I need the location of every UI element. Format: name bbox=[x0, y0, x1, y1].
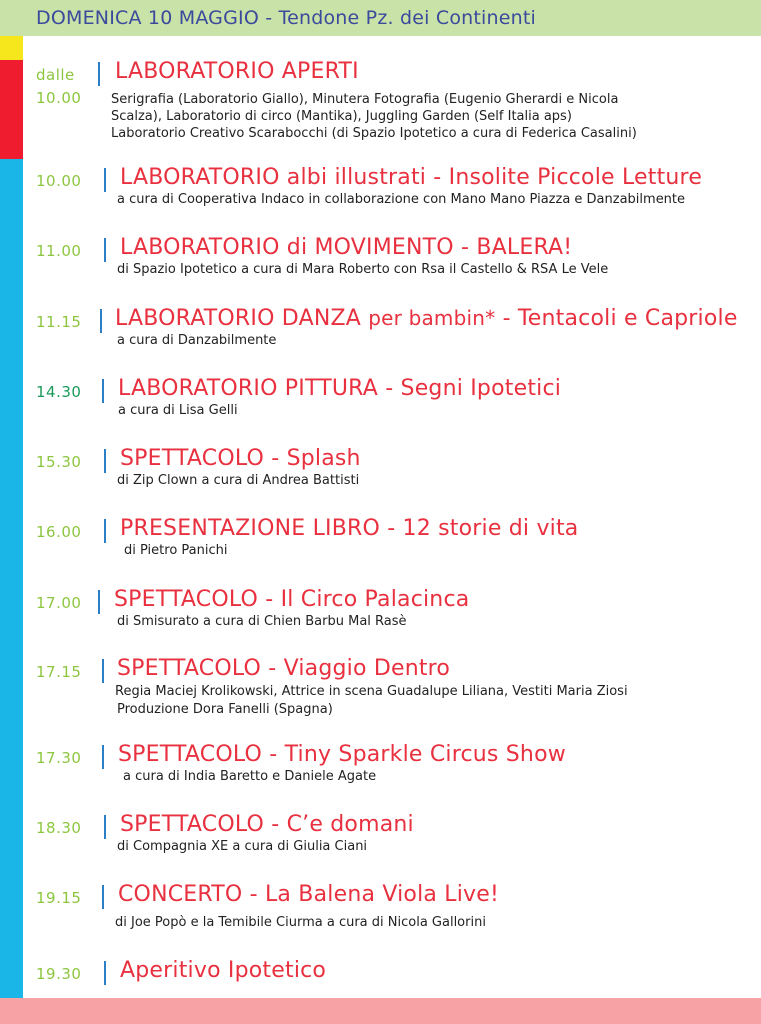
header-bar bbox=[0, 0, 761, 36]
event-time-prefix: dalle bbox=[36, 66, 75, 84]
event-time: 17.15 bbox=[36, 663, 82, 681]
event-description-line: Serigrafia (Laboratorio Giallo), Minutera Fotografia (Eugenio Gherardi e Nicola bbox=[111, 92, 619, 107]
event-description-line: Scalza), Laboratorio di circo (Mantika), Juggling Garden (Self Italia aps) bbox=[111, 109, 572, 124]
event-title: LABORATORIO APERTI bbox=[115, 59, 359, 84]
separator-bar bbox=[100, 309, 102, 333]
event-time: 14.30 bbox=[36, 383, 82, 401]
event-title: SPETTACOLO - Tiny Sparkle Circus Show bbox=[118, 742, 566, 767]
event-title: SPETTACOLO - Splash bbox=[120, 446, 361, 471]
event-title: LABORATORIO di MOVIMENTO - BALERA! bbox=[120, 235, 573, 260]
separator-bar bbox=[104, 961, 106, 985]
event-title: LABORATORIO DANZA per bambin* - Tentacoli e Capriole bbox=[115, 306, 738, 331]
event-description-line: di Compagnia XE a cura di Giulia Ciani bbox=[117, 839, 368, 854]
event-time: 10.00 bbox=[36, 89, 82, 107]
event-title: SPETTACOLO - Viaggio Dentro bbox=[117, 656, 451, 681]
event-title: SPETTACOLO - C’e domani bbox=[120, 812, 414, 837]
event-time: 17.00 bbox=[36, 594, 82, 612]
separator-bar bbox=[102, 885, 104, 909]
separator-bar bbox=[102, 659, 104, 683]
separator-bar bbox=[104, 815, 106, 839]
event-time: 11.00 bbox=[36, 242, 82, 260]
separator-bar bbox=[104, 449, 106, 473]
separator-bar bbox=[102, 745, 104, 769]
event-title: Aperitivo Ipotetico bbox=[120, 958, 327, 983]
event-description-line: a cura di Danzabilmente bbox=[117, 333, 277, 348]
color-stripe-red bbox=[0, 60, 23, 159]
separator-bar bbox=[104, 238, 106, 262]
event-description-line: di Joe Popò e la Temibile Ciurma a cura di Nicola Gallorini bbox=[115, 915, 486, 930]
event-time: 11.15 bbox=[36, 313, 82, 331]
page-title: DOMENICA 10 MAGGIO - Tendone Pz. dei Continenti bbox=[36, 7, 537, 29]
event-description-line: di Smisurato a cura di Chien Barbu Mal Rasè bbox=[117, 614, 407, 629]
event-title: LABORATORIO PITTURA - Segni Ipotetici bbox=[118, 376, 562, 401]
event-description-line: a cura di Cooperativa Indaco in collaborazione con Mano Mano Piazza e Danzabilmente bbox=[117, 192, 686, 207]
separator-bar bbox=[98, 62, 100, 86]
event-time: 19.30 bbox=[36, 965, 82, 983]
event-title: LABORATORIO albi illustrati - Insolite Piccole Letture bbox=[120, 165, 703, 190]
event-time: 18.30 bbox=[36, 819, 82, 837]
event-description-line: a cura di Lisa Gelli bbox=[118, 403, 238, 418]
event-description-line: Laboratorio Creativo Scarabocchi (di Spazio Ipotetico a cura di Federica Casalini) bbox=[111, 126, 637, 141]
separator-bar bbox=[104, 519, 106, 543]
footer-bar bbox=[0, 998, 761, 1024]
event-time: 10.00 bbox=[36, 172, 82, 190]
event-description-line: a cura di India Baretto e Daniele Agate bbox=[123, 769, 377, 784]
event-description-line: di Zip Clown a cura di Andrea Battisti bbox=[117, 473, 360, 488]
separator-bar bbox=[98, 590, 100, 614]
event-title: PRESENTAZIONE LIBRO - 12 storie di vita bbox=[120, 516, 579, 541]
event-time: 19.15 bbox=[36, 889, 82, 907]
event-time: 17.30 bbox=[36, 749, 82, 767]
event-description-line: Produzione Dora Fanelli (Spagna) bbox=[117, 702, 333, 717]
event-description-line: Regia Maciej Krolikowski, Attrice in scena Guadalupe Liliana, Vestiti Maria Ziosi bbox=[115, 684, 628, 699]
color-stripe-yellow bbox=[0, 36, 23, 60]
separator-bar bbox=[102, 379, 104, 403]
event-time: 15.30 bbox=[36, 453, 82, 471]
event-description-line: di Pietro Panichi bbox=[124, 543, 228, 558]
color-stripe-blue bbox=[0, 159, 23, 998]
event-description-line: di Spazio Ipotetico a cura di Mara Roberto con Rsa il Castello & RSA Le Vele bbox=[117, 262, 609, 277]
event-time: 16.00 bbox=[36, 523, 82, 541]
event-title: CONCERTO - La Balena Viola Live! bbox=[118, 882, 500, 907]
event-title: SPETTACOLO - Il Circo Palacinca bbox=[114, 587, 470, 612]
separator-bar bbox=[104, 168, 106, 192]
